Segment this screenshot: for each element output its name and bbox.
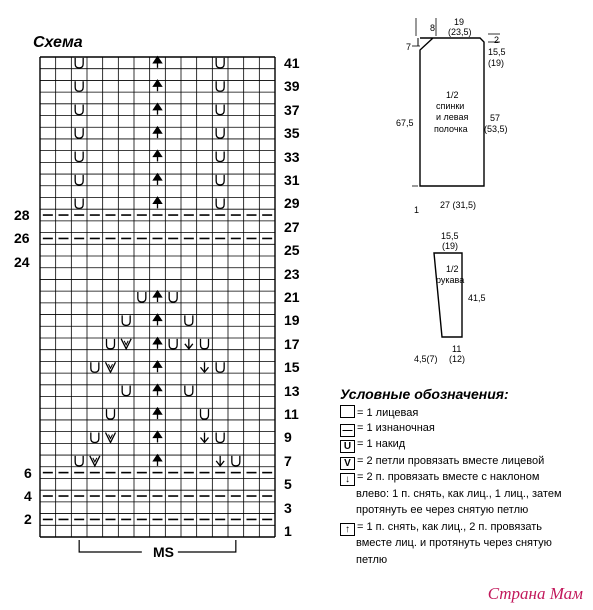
row-number: 15 xyxy=(284,359,300,376)
back-label-1: 1/2 xyxy=(446,90,459,100)
legend-text: = 2 петли провязать вместе лицевой xyxy=(357,454,545,467)
row-number: 39 xyxy=(284,78,300,95)
down-arrow-legend-icon: ↓ xyxy=(340,473,355,486)
sk2p-symbol xyxy=(154,80,162,91)
yo-symbol xyxy=(75,152,83,162)
sk2p-symbol xyxy=(154,57,162,68)
legend-text: = 1 изнаночная xyxy=(357,421,435,434)
legend-item xyxy=(356,504,528,517)
yo-symbol xyxy=(216,58,224,68)
row-number: 23 xyxy=(284,265,300,282)
row-number: 35 xyxy=(284,125,300,142)
back-height-right-alt: (53,5) xyxy=(484,124,508,134)
sk2p-symbol xyxy=(154,151,162,162)
yo-symbol xyxy=(75,105,83,115)
yo-symbol xyxy=(232,456,240,466)
sk2p-symbol xyxy=(154,197,162,208)
row-number: 25 xyxy=(284,242,300,259)
yo-symbol xyxy=(75,81,83,91)
yo-symbol xyxy=(91,362,99,372)
row-number: 29 xyxy=(284,195,300,212)
yo-symbol xyxy=(185,315,193,325)
V-legend-icon: V xyxy=(340,457,355,470)
back-top-b-alt: (23,5) xyxy=(448,27,472,37)
legend-item xyxy=(356,554,387,567)
blank-legend-icon xyxy=(340,405,355,418)
yo-symbol xyxy=(107,339,115,349)
yo-symbol xyxy=(91,432,99,442)
yo-symbol xyxy=(216,152,224,162)
sk2p-symbol xyxy=(154,291,162,302)
legend-item xyxy=(340,471,539,486)
legend-item xyxy=(340,521,542,536)
row-number: 13 xyxy=(284,382,300,399)
yo-symbol xyxy=(201,339,209,349)
legend-item xyxy=(340,422,435,437)
legend-text: влево: 1 п. снять, как лиц., 1 лиц., затем xyxy=(356,487,562,500)
back-label-3: и левая xyxy=(436,112,469,122)
back-height-left: 67,5 xyxy=(396,118,414,128)
row-number: 33 xyxy=(284,148,300,165)
ssk-symbol xyxy=(201,362,209,372)
back-right-top: 2 xyxy=(494,35,500,45)
row-number: 27 xyxy=(284,218,300,235)
yo-symbol xyxy=(75,128,83,138)
row-number: 21 xyxy=(284,289,300,305)
watermark: Страна Мам xyxy=(487,584,583,603)
legend-text: = 2 п. провязать вместе с наклоном xyxy=(357,471,540,483)
sk2p-symbol xyxy=(154,385,162,396)
ssk-symbol xyxy=(185,339,193,349)
row-number: 28 xyxy=(14,207,30,224)
back-top-b: 19 xyxy=(454,17,465,27)
U-legend-icon: U xyxy=(340,440,355,453)
yo-symbol xyxy=(75,198,83,208)
sleeve-schematic xyxy=(420,245,500,355)
k2tog-symbol xyxy=(90,456,100,466)
sleeve-top: 15,5 xyxy=(441,231,459,241)
legend-text: вместе лиц. и протянуть через снятую xyxy=(356,537,552,549)
sleeve-bottom-left: 4,5(7) xyxy=(414,354,438,364)
row-number: 5 xyxy=(284,476,292,493)
sk2p-symbol xyxy=(154,314,162,325)
legend-title: Условные обозначения: xyxy=(340,386,509,402)
row-number: 2 xyxy=(24,511,32,528)
yo-symbol xyxy=(122,315,130,325)
back-right-side: 15,5 xyxy=(488,47,506,57)
sk2p-symbol xyxy=(154,455,162,466)
legend-item xyxy=(356,488,562,501)
ms-label: MS xyxy=(153,544,174,560)
row-number: 41 xyxy=(284,54,300,71)
back-schematic xyxy=(360,10,510,220)
legend-text: петлю xyxy=(356,553,388,566)
row-number: 11 xyxy=(284,406,299,423)
sleeve-bottom: 11 xyxy=(452,344,462,354)
sk2p-symbol xyxy=(154,174,162,185)
yo-symbol xyxy=(75,58,83,68)
sk2p-symbol xyxy=(154,408,162,419)
row-number: 37 xyxy=(284,101,300,118)
row-number: 19 xyxy=(284,312,300,329)
sleeve-height: 41,5 xyxy=(468,293,486,303)
yo-symbol xyxy=(216,128,224,138)
yo-symbol xyxy=(201,409,209,419)
yo-symbol xyxy=(216,81,224,91)
back-label-2: спинки xyxy=(436,101,465,111)
yo-symbol xyxy=(185,386,193,396)
yo-symbol xyxy=(169,339,177,349)
sk2p-symbol xyxy=(154,431,162,442)
row-number: 3 xyxy=(284,499,292,516)
ssk-symbol xyxy=(201,432,209,442)
row-number: 7 xyxy=(284,452,292,469)
back-top-a: 8 xyxy=(430,23,436,33)
row-number: 4 xyxy=(24,488,32,505)
legend-item xyxy=(340,438,405,453)
legend-item xyxy=(340,455,544,470)
sk2p-symbol xyxy=(154,361,162,372)
back-bottom: 27 (31,5) xyxy=(440,200,477,210)
yo-symbol xyxy=(75,175,83,185)
legend-text: = 1 п. снять, как лиц., 2 п. провязать xyxy=(357,520,543,533)
legend-item xyxy=(356,537,552,550)
back-label-4: полочка xyxy=(434,124,468,134)
chart-title: Схема xyxy=(33,34,83,51)
yo-symbol xyxy=(122,386,130,396)
back-bottom-small: 1 xyxy=(414,205,420,215)
legend-text: протянуть ее через снятую петлю xyxy=(356,504,529,516)
legend-item xyxy=(340,405,418,420)
ssk-symbol xyxy=(216,456,224,466)
legend-text: = 1 накид xyxy=(357,438,406,450)
yo-symbol xyxy=(216,105,224,115)
row-number: 9 xyxy=(284,429,292,446)
sleeve-label-2: рукава xyxy=(436,275,465,285)
yo-symbol xyxy=(216,198,224,208)
sleeve-bottom-alt: (12) xyxy=(449,354,466,364)
row-number: 1 xyxy=(284,523,292,540)
back-height-right: 57 xyxy=(490,113,501,123)
row-number: 24 xyxy=(14,253,30,270)
k2tog-symbol xyxy=(106,362,116,372)
row-number: 26 xyxy=(14,230,30,247)
up-arrow-legend-icon: ↑ xyxy=(340,523,355,536)
sleeve-top-alt: (19) xyxy=(442,241,459,251)
sk2p-symbol xyxy=(154,338,162,349)
sleeve-label-1: 1/2 xyxy=(446,264,459,274)
yo-symbol xyxy=(169,292,177,302)
dash-legend-icon: — xyxy=(340,424,355,437)
yo-symbol xyxy=(216,362,224,372)
yo-symbol xyxy=(216,175,224,185)
yo-symbol xyxy=(75,456,83,466)
k2tog-symbol xyxy=(106,432,116,442)
legend-text: = 1 лицевая xyxy=(357,407,419,419)
yo-symbol xyxy=(216,432,224,442)
yo-symbol xyxy=(138,292,146,302)
back-right-side-alt: (19) xyxy=(488,58,505,68)
row-number: 6 xyxy=(24,464,32,481)
sk2p-symbol xyxy=(154,104,162,115)
back-shoulder: 7 xyxy=(406,42,412,52)
k2tog-symbol xyxy=(121,339,131,349)
yo-symbol xyxy=(107,409,115,419)
sk2p-symbol xyxy=(154,127,162,138)
row-number: 17 xyxy=(284,335,300,352)
row-number: 31 xyxy=(284,171,300,188)
